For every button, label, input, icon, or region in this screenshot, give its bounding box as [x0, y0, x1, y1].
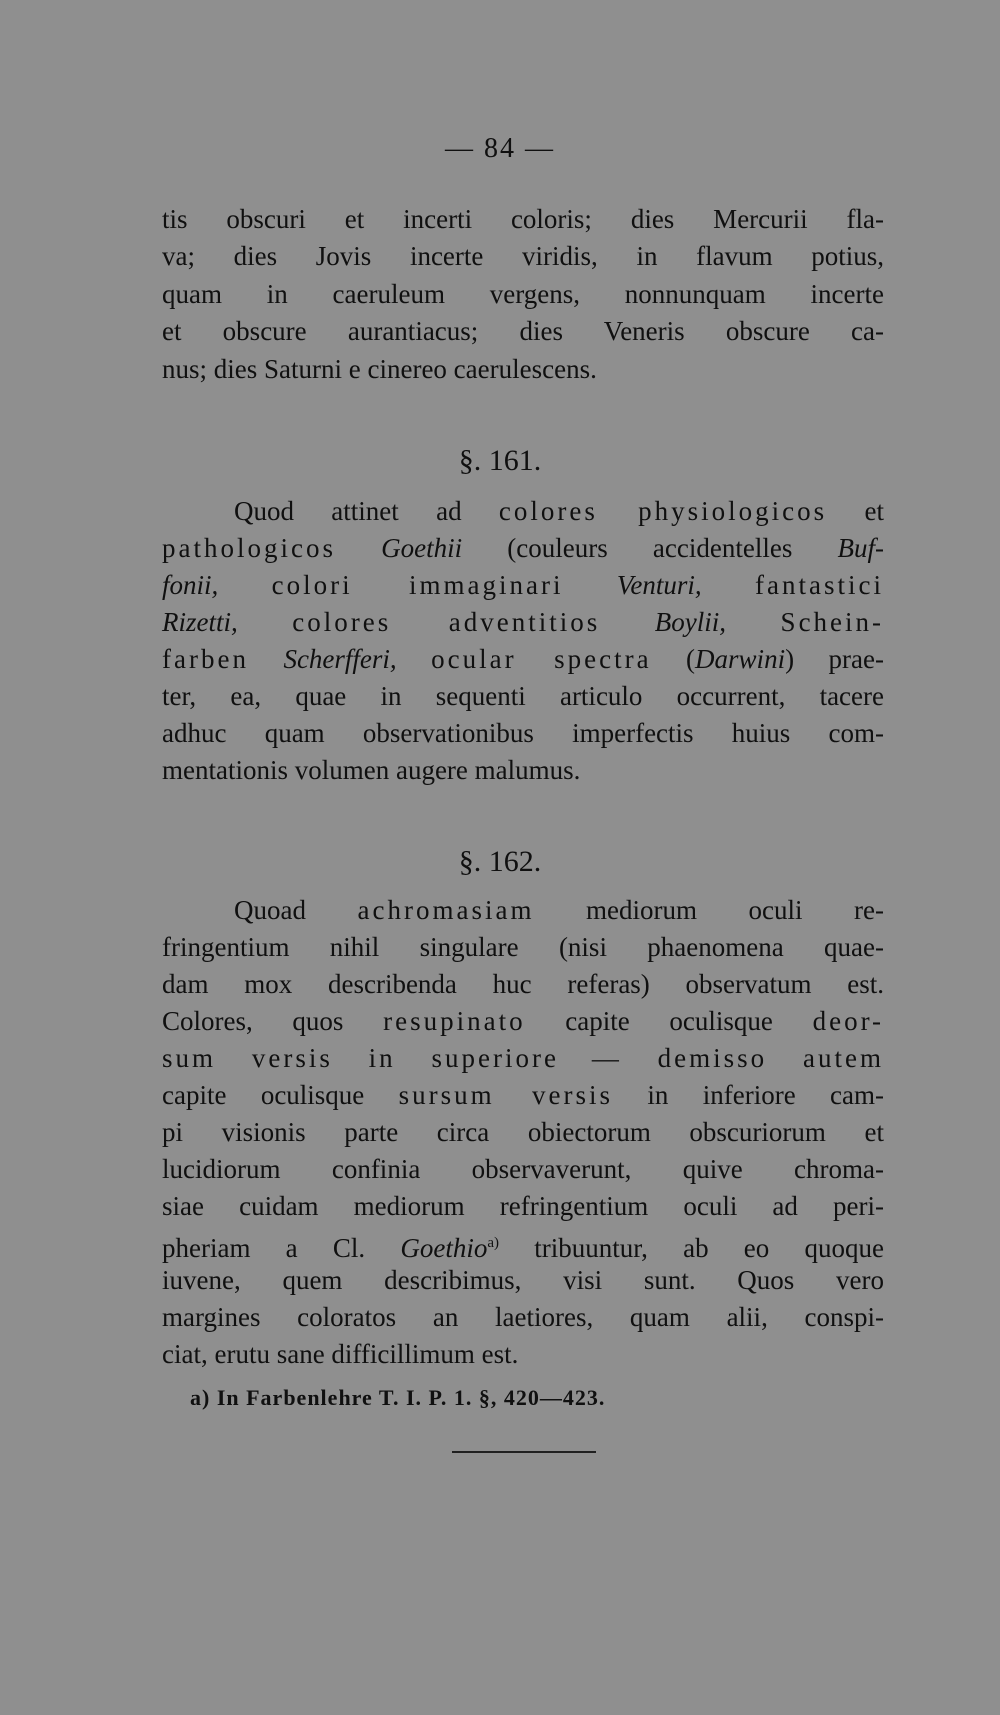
text-line: Colores, quos resupinato capite oculisque deor-	[162, 1006, 885, 1036]
text-line: capite oculisque sursum versis in inferiore cam-	[162, 1080, 884, 1110]
text-line: fonii, colori immaginari Venturi, fantastici	[162, 570, 884, 600]
text-line: siae cuidam mediorum refringentium oculi ad peri-	[162, 1191, 884, 1221]
text-line: Quod attinet ad colores physiologicos et	[234, 496, 884, 526]
text-line: va; dies Jovis incerte viridis, in flavum potius,	[162, 241, 884, 271]
text-line: farben Scherfferi, ocular spectra (Darwini) prae-	[162, 644, 885, 674]
section-heading-161: §. 161.	[458, 444, 542, 477]
text-line: pheriam a Cl. Goethio$^{a)}$ tribuuntur, ab eo quoque	[162, 1233, 884, 1263]
text-line: mentationis volumen augere malumus.	[162, 755, 581, 785]
text-line: pi visionis parte circa obiectorum obscuriorum et	[162, 1117, 884, 1147]
text-line: ciat, erutu sane difficillimum est.	[162, 1339, 519, 1369]
text-line: pathologicos Goethii (couleurs accidentelles Buf-	[162, 533, 884, 563]
text-line: margines coloratos an laetiores, quam alii, conspi-	[162, 1302, 884, 1332]
text-line: Rizetti, colores adventitios Boylii, Schein-	[162, 607, 885, 637]
text-line: tis obscuri et incerti coloris; dies Mercurii fla-	[162, 204, 884, 234]
page-number: — 84 —	[445, 133, 555, 164]
text-line: Quoad achromasiam mediorum oculi re-	[234, 895, 884, 925]
text-line: dam mox describenda huc referas) observatum est.	[162, 969, 884, 999]
text-line: lucidiorum confinia observaverunt, quive chroma-	[162, 1154, 884, 1184]
text-line: nus; dies Saturni e cinereo caerulescens.	[162, 354, 597, 384]
text-line: et obscure aurantiacus; dies Veneris obscure ca-	[162, 316, 884, 346]
section-heading-162: §. 162.	[458, 845, 542, 878]
text-line: quam in caeruleum vergens, nonnunquam incerte	[162, 279, 884, 309]
footer-rule	[452, 1451, 596, 1453]
text-line: adhuc quam observationibus imperfectis huius com-	[162, 718, 884, 748]
text-line: sum versis in superiore — demisso autem	[162, 1043, 884, 1073]
text-line: ter, ea, quae in sequenti articulo occurrent, tacere	[162, 681, 884, 711]
footnote: a) In Farbenlehre T. I. P. 1. §, 420—423.	[190, 1385, 606, 1410]
text-line: fringentium nihil singulare (nisi phaenomena quae-	[162, 932, 884, 962]
text-line: iuvene, quem describimus, visi sunt. Quos vero	[162, 1265, 884, 1295]
footnote-marker: a)	[487, 1235, 500, 1251]
